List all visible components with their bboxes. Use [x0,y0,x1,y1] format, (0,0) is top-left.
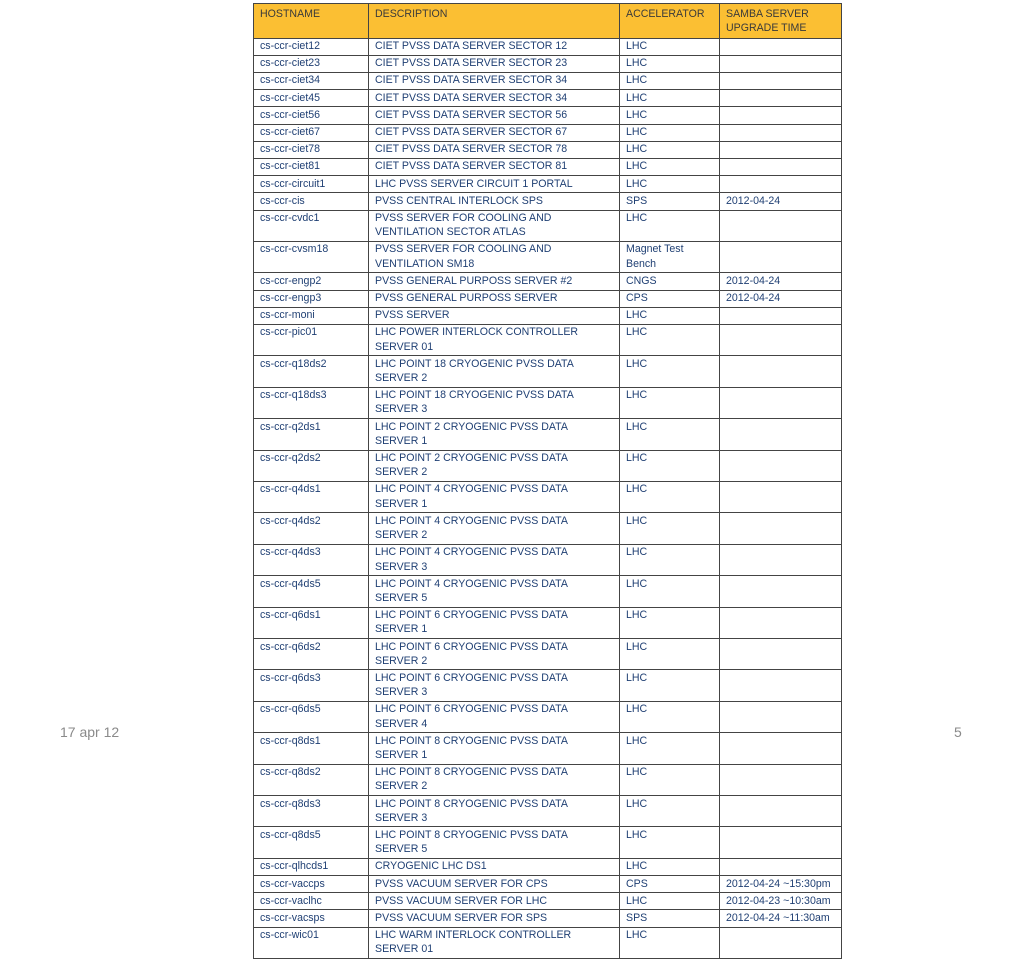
table-row [254,290,842,307]
footer-date: 17 apr 12 [60,724,120,740]
cell-upgrade-time [720,90,842,107]
table-row [254,176,842,193]
table-row [254,124,842,141]
cell-upgrade-time: 2012-04-24 [720,193,842,210]
table-row [254,796,842,827]
cell-accelerator: LHC [620,55,720,72]
cell-accelerator: LHC [620,639,720,670]
cell-description: LHC POINT 4 CRYOGENIC PVSS DATA SERVER 2 [369,513,620,544]
cell-hostname: cs-ccr-ciet81 [254,158,369,175]
table-row [254,307,842,324]
cell-hostname: cs-ccr-ciet78 [254,141,369,158]
cell-upgrade-time [720,210,842,241]
table-header [254,4,842,39]
table-row [254,356,842,387]
cell-upgrade-time [720,827,842,858]
cell-hostname: cs-ccr-ciet67 [254,124,369,141]
cell-hostname: cs-ccr-vaccps [254,876,369,893]
cell-description: PVSS SERVER FOR COOLING AND VENTILATION SM18 [369,241,620,272]
cell-upgrade-time [720,38,842,55]
cell-description: LHC POINT 8 CRYOGENIC PVSS DATA SERVER 1 [369,733,620,764]
table-row [254,544,842,575]
table-row [254,158,842,175]
cell-description: LHC POWER INTERLOCK CONTROLLER SERVER 01 [369,324,620,355]
cell-hostname: cs-ccr-vacsps [254,910,369,927]
cell-upgrade-time [720,764,842,795]
cell-hostname: cs-ccr-q4ds5 [254,576,369,607]
cell-accelerator: LHC [620,733,720,764]
cell-upgrade-time [720,481,842,512]
cell-description: LHC POINT 18 CRYOGENIC PVSS DATA SERVER 3 [369,387,620,418]
cell-hostname: cs-ccr-q6ds2 [254,639,369,670]
cell-description: PVSS VACUUM SERVER FOR SPS [369,910,620,927]
cell-hostname: cs-ccr-q4ds3 [254,544,369,575]
cell-hostname: cs-ccr-q18ds2 [254,356,369,387]
table-row [254,607,842,638]
cell-upgrade-time [720,241,842,272]
cell-hostname: cs-ccr-q4ds2 [254,513,369,544]
cell-description: PVSS GENERAL PURPOSS SERVER #2 [369,273,620,290]
cell-upgrade-time [720,107,842,124]
cell-hostname: cs-ccr-moni [254,307,369,324]
cell-upgrade-time [720,419,842,450]
cell-hostname: cs-ccr-q4ds1 [254,481,369,512]
cell-hostname: cs-ccr-cis [254,193,369,210]
cell-accelerator: LHC [620,158,720,175]
cell-upgrade-time [720,544,842,575]
cell-accelerator: LHC [620,576,720,607]
cell-description: CIET PVSS DATA SERVER SECTOR 12 [369,38,620,55]
cell-hostname: cs-ccr-engp3 [254,290,369,307]
cell-upgrade-time [720,670,842,701]
cell-upgrade-time [720,387,842,418]
cell-upgrade-time [720,733,842,764]
cell-accelerator: LHC [620,107,720,124]
cell-description: PVSS SERVER FOR COOLING AND VENTILATION SECTOR ATLAS [369,210,620,241]
cell-accelerator: LHC [620,796,720,827]
cell-accelerator: LHC [620,450,720,481]
header-hostname: HOSTNAME [254,4,369,39]
cell-description: LHC POINT 4 CRYOGENIC PVSS DATA SERVER 3 [369,544,620,575]
table-row [254,910,842,927]
cell-hostname: cs-ccr-ciet45 [254,90,369,107]
header-accelerator: ACCELERATOR [620,4,720,39]
cell-description: LHC POINT 8 CRYOGENIC PVSS DATA SERVER 3 [369,796,620,827]
table-body [254,38,842,959]
table-row [254,90,842,107]
cell-hostname: cs-ccr-q8ds5 [254,827,369,858]
cell-accelerator: CPS [620,876,720,893]
cell-hostname: cs-ccr-cvdc1 [254,210,369,241]
server-table [253,3,842,959]
cell-upgrade-time [720,607,842,638]
cell-hostname: cs-ccr-q6ds5 [254,701,369,732]
cell-accelerator: SPS [620,193,720,210]
table-row [254,876,842,893]
cell-accelerator: LHC [620,764,720,795]
cell-upgrade-time [720,576,842,607]
cell-accelerator: LHC [620,324,720,355]
cell-upgrade-time [720,72,842,89]
cell-description: LHC POINT 2 CRYOGENIC PVSS DATA SERVER 1 [369,419,620,450]
cell-upgrade-time: 2012-04-24 [720,290,842,307]
table-row [254,324,842,355]
table-row [254,450,842,481]
cell-accelerator: LHC [620,927,720,958]
cell-accelerator: LHC [620,356,720,387]
cell-accelerator: LHC [620,72,720,89]
cell-accelerator: LHC [620,858,720,875]
cell-accelerator: LHC [620,544,720,575]
cell-accelerator: LHC [620,210,720,241]
cell-description: LHC POINT 8 CRYOGENIC PVSS DATA SERVER 5 [369,827,620,858]
cell-hostname: cs-ccr-vaclhc [254,893,369,910]
cell-hostname: cs-ccr-q2ds1 [254,419,369,450]
cell-hostname: cs-ccr-q8ds2 [254,764,369,795]
cell-description: CIET PVSS DATA SERVER SECTOR 56 [369,107,620,124]
cell-upgrade-time [720,307,842,324]
cell-description: PVSS VACUUM SERVER FOR CPS [369,876,620,893]
cell-description: LHC POINT 6 CRYOGENIC PVSS DATA SERVER 1 [369,607,620,638]
cell-hostname: cs-ccr-circuit1 [254,176,369,193]
cell-description: LHC POINT 8 CRYOGENIC PVSS DATA SERVER 2 [369,764,620,795]
cell-description: LHC POINT 2 CRYOGENIC PVSS DATA SERVER 2 [369,450,620,481]
cell-accelerator: LHC [620,124,720,141]
cell-upgrade-time [720,701,842,732]
table-row [254,419,842,450]
header-row [254,4,842,39]
cell-accelerator: LHC [620,607,720,638]
cell-hostname: cs-ccr-qlhcds1 [254,858,369,875]
table-row [254,513,842,544]
table-row [254,927,842,958]
table-row [254,576,842,607]
cell-accelerator: LHC [620,419,720,450]
table-row [254,670,842,701]
cell-description: PVSS VACUUM SERVER FOR LHC [369,893,620,910]
table-row [254,72,842,89]
cell-upgrade-time: 2012-04-24 ~11:30am [720,910,842,927]
cell-description: PVSS GENERAL PURPOSS SERVER [369,290,620,307]
header-description: DESCRIPTION [369,4,620,39]
cell-accelerator: LHC [620,38,720,55]
cell-upgrade-time [720,176,842,193]
cell-hostname: cs-ccr-q2ds2 [254,450,369,481]
cell-accelerator: LHC [620,701,720,732]
cell-description: LHC POINT 4 CRYOGENIC PVSS DATA SERVER 5 [369,576,620,607]
cell-description: LHC PVSS SERVER CIRCUIT 1 PORTAL [369,176,620,193]
cell-accelerator: LHC [620,387,720,418]
cell-accelerator: LHC [620,670,720,701]
cell-accelerator: SPS [620,910,720,927]
cell-hostname: cs-ccr-ciet34 [254,72,369,89]
table-row [254,55,842,72]
cell-upgrade-time: 2012-04-24 ~15:30pm [720,876,842,893]
cell-upgrade-time [720,124,842,141]
cell-hostname: cs-ccr-ciet56 [254,107,369,124]
table-row [254,701,842,732]
cell-accelerator: CNGS [620,273,720,290]
cell-hostname: cs-ccr-q6ds3 [254,670,369,701]
cell-description: CIET PVSS DATA SERVER SECTOR 78 [369,141,620,158]
cell-description: PVSS SERVER [369,307,620,324]
cell-accelerator: LHC [620,481,720,512]
table-row [254,210,842,241]
cell-upgrade-time [720,356,842,387]
cell-description: LHC POINT 18 CRYOGENIC PVSS DATA SERVER 2 [369,356,620,387]
table-row [254,827,842,858]
cell-upgrade-time [720,55,842,72]
cell-upgrade-time: 2012-04-23 ~10:30am [720,893,842,910]
cell-hostname: cs-ccr-pic01 [254,324,369,355]
table-row [254,858,842,875]
cell-upgrade-time [720,324,842,355]
cell-hostname: cs-ccr-q18ds3 [254,387,369,418]
table-row [254,141,842,158]
cell-accelerator: LHC [620,513,720,544]
cell-description: CIET PVSS DATA SERVER SECTOR 67 [369,124,620,141]
cell-accelerator: LHC [620,176,720,193]
table-row [254,38,842,55]
cell-accelerator: LHC [620,141,720,158]
cell-upgrade-time [720,639,842,670]
table-row [254,639,842,670]
cell-upgrade-time [720,513,842,544]
cell-description: CIET PVSS DATA SERVER SECTOR 81 [369,158,620,175]
cell-hostname: cs-ccr-ciet12 [254,38,369,55]
cell-description: CIET PVSS DATA SERVER SECTOR 34 [369,72,620,89]
cell-accelerator: LHC [620,307,720,324]
cell-upgrade-time: 2012-04-24 [720,273,842,290]
cell-accelerator: LHC [620,827,720,858]
cell-hostname: cs-ccr-wic01 [254,927,369,958]
cell-description: PVSS CENTRAL INTERLOCK SPS [369,193,620,210]
cell-hostname: cs-ccr-q8ds3 [254,796,369,827]
table-row [254,107,842,124]
table-row [254,241,842,272]
table-row [254,481,842,512]
table-row [254,193,842,210]
cell-hostname: cs-ccr-ciet23 [254,55,369,72]
cell-upgrade-time [720,450,842,481]
cell-accelerator: CPS [620,290,720,307]
cell-accelerator: LHC [620,893,720,910]
cell-hostname: cs-ccr-cvsm18 [254,241,369,272]
cell-description: CIET PVSS DATA SERVER SECTOR 34 [369,90,620,107]
slide-number: 5 [954,724,962,740]
cell-description: LHC POINT 6 CRYOGENIC PVSS DATA SERVER 2 [369,639,620,670]
table-row [254,273,842,290]
table-row [254,893,842,910]
cell-description: CRYOGENIC LHC DS1 [369,858,620,875]
table-row [254,733,842,764]
cell-accelerator: LHC [620,90,720,107]
cell-description: LHC POINT 6 CRYOGENIC PVSS DATA SERVER 3 [369,670,620,701]
cell-accelerator: Magnet Test Bench [620,241,720,272]
cell-upgrade-time [720,158,842,175]
cell-description: LHC WARM INTERLOCK CONTROLLER SERVER 01 [369,927,620,958]
cell-upgrade-time [720,141,842,158]
cell-hostname: cs-ccr-q6ds1 [254,607,369,638]
table-row [254,387,842,418]
cell-upgrade-time [720,858,842,875]
cell-description: LHC POINT 6 CRYOGENIC PVSS DATA SERVER 4 [369,701,620,732]
cell-description: CIET PVSS DATA SERVER SECTOR 23 [369,55,620,72]
cell-hostname: cs-ccr-engp2 [254,273,369,290]
table-row [254,764,842,795]
cell-description: LHC POINT 4 CRYOGENIC PVSS DATA SERVER 1 [369,481,620,512]
cell-upgrade-time [720,927,842,958]
header-samba-upgrade-time: SAMBA SERVER UPGRADE TIME [720,4,842,39]
cell-upgrade-time [720,796,842,827]
cell-hostname: cs-ccr-q8ds1 [254,733,369,764]
